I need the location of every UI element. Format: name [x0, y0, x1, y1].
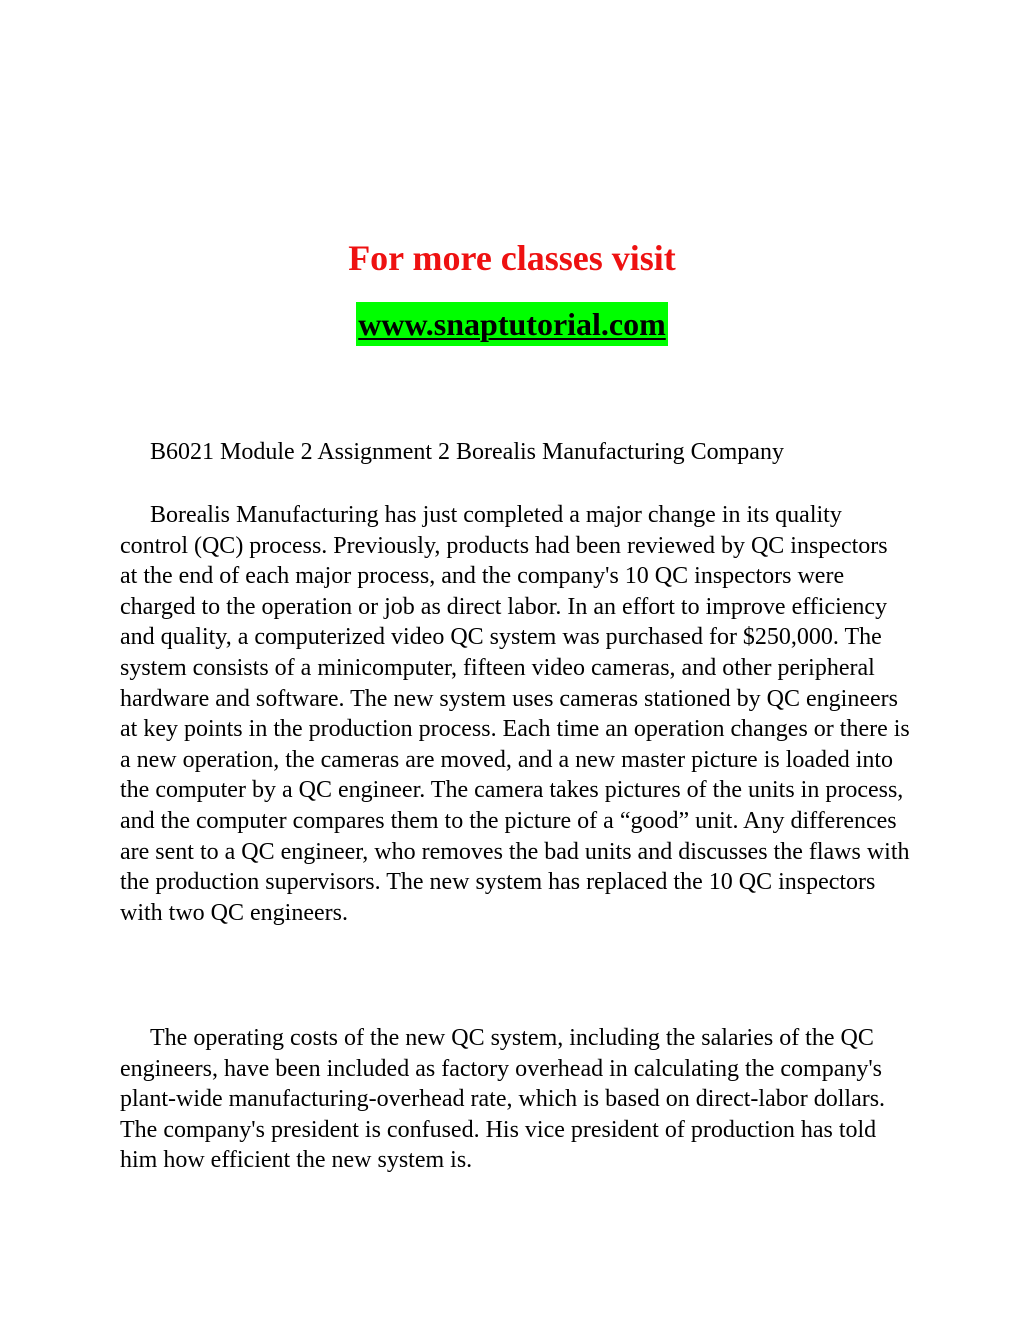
- promo-link-container: [0, 302, 1024, 346]
- promo-heading: For more classes visit: [348, 238, 676, 278]
- body-paragraph-1: Borealis Manufacturing has just completed a major change in its quality control (QC) process. Previously, products had been reviewed by QC inspectors at the end of each major process, and the company's 10 QC inspectors were charged to the operation or job as direct labor. In an effort to improve efficiency and quality, a computerized video QC system was purchased for $250,000. The system consists of a minicomputer, fifteen video cameras, and other peripheral hardware and software. The new system uses cameras stationed by QC engineers at key points in the production process. Each time an operation changes or there is a new operation, the cameras are moved, and a new master picture is loaded into the computer by a QC engineer. The camera takes pictures of the units in process, and the computer compares them to the picture of a “good” unit. Any differences are sent to a QC engineer, who removes the bad units and discusses the flaws with the production supervisors. The new system has replaced the 10 QC inspectors with two QC engineers.: [120, 502, 910, 926]
- body-paragraph-2: The operating costs of the new QC system, including the salaries of the QC engineers, have been included as factory overhead in calculating the company's plant-wide manufacturing-overhead rate, which is based on direct-labor dollars. The company's president is confused. His vice president of production has told him how efficient the new system is.: [120, 1025, 886, 1174]
- snaptutorial-link[interactable]: www.snaptutorial.com: [356, 302, 668, 346]
- assignment-title: B6021 Module 2 Assignment 2 Borealis Manufacturing Company: [150, 439, 784, 465]
